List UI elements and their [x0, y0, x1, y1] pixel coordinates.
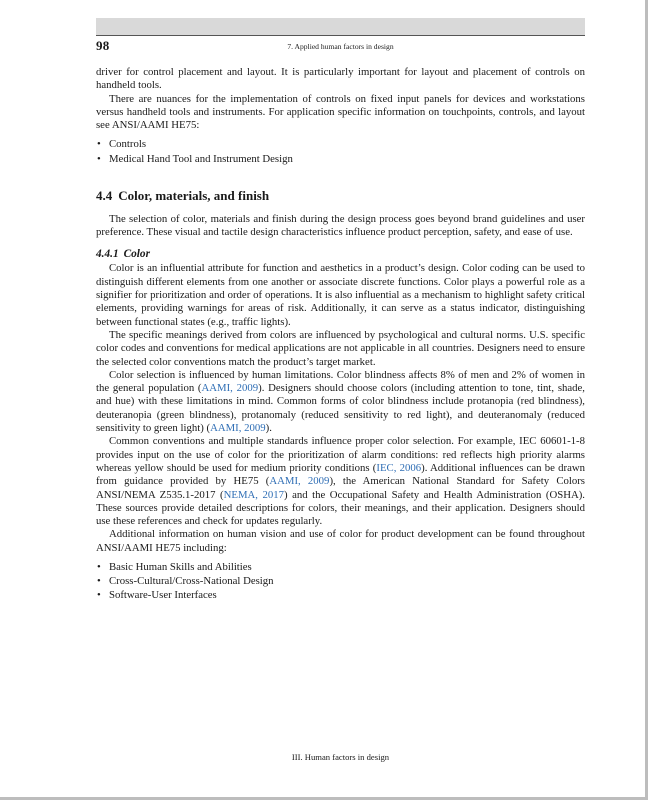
- paragraph-color-attribute: Color is an influential attribute for function and aesthetics in a product’s design. Color coding can be used to distinguish different elements from one another or associate discrete functions. Color plays a powerful role as a signifier for prioritization and order of operations. It is also influential as a mechanism to highlight safety critical elements, providing warnings for areas of risk. Additionally, it can serve as a status indicator, distinguishing between functional states (e.g., traffic lights).: [96, 262, 585, 328]
- list-item: • Controls: [97, 138, 147, 151]
- page-number: 98: [96, 38, 110, 53]
- bullet-icon: •: [97, 138, 101, 151]
- list-item: • Basic Human Skills and Abilities: [97, 561, 252, 574]
- paragraph-continuation: driver for control placement and layout. It is particularly important for layout and placement of controls on handheld tools.: [96, 66, 585, 92]
- section-heading: [96, 188, 585, 204]
- section-title: Color, materials, and finish: [118, 187, 270, 203]
- paragraph-color-meanings: The specific meanings derived from colors are influenced by psychological and cultural norms. U.S. specific color codes and conventions for medical applications are not applicable in all countries. Designers need to ensure the selected color conventions match the product’s target market.: [96, 328, 585, 368]
- citation-link[interactable]: AAMI, 2009: [201, 382, 259, 395]
- list-item: • Software-User Interfaces: [97, 589, 217, 602]
- subsection-number: 4.4.1: [96, 248, 119, 261]
- section-number: 4.4: [96, 187, 113, 203]
- bullet-icon: •: [97, 561, 101, 574]
- page-body: [96, 66, 585, 603]
- paragraph-color-blindness: Color selection is influenced by human limitations. Color blindness affects 8% of men and 2% of women in the general population (AAMI, 2009). Designers should choose colors (including attention to tone, tint, shade, and hue) with these limitations in mind. Common forms of color blindness include protanopia (red blindness), deuteranopia (green blindness), protanomaly (reduced sensitivity to red light), and deuteranomaly (reduced sensitivity to green light) (AAMI, 2009).: [96, 368, 585, 435]
- subsection-heading: [96, 247, 585, 261]
- list-item: • Cross-Cultural/Cross-National Design: [97, 575, 274, 588]
- paragraph-section-intro: The selection of color, materials and finish during the design process goes beyond brand guidelines and user preference. These visual and tactile design characteristics influence product perception, safety, and ease of use.: [96, 212, 585, 239]
- bullet-icon: •: [97, 575, 101, 588]
- citation-link[interactable]: NEMA, 2017: [223, 488, 284, 501]
- bullet-icon: •: [97, 152, 101, 165]
- citation-link[interactable]: AAMI, 2009: [269, 475, 330, 488]
- bullet-icon: •: [97, 589, 101, 602]
- paragraph-controls-nuances: There are nuances for the implementation of controls on fixed input panels for devices and workstations versus handheld tools and instruments. For application specific information on touchpoints, controls, and layout see ANSI/AAMI HE75:: [96, 92, 585, 132]
- header-band: [96, 18, 585, 35]
- list-item: • Medical Hand Tool and Instrument Design: [97, 152, 293, 165]
- bullet-list-controls: [96, 137, 585, 165]
- paragraph-color-standards: Common conventions and multiple standards influence proper color selection. For example, IEC 60601-1-8 provides input on the use of color for the prioritization of alarm conditions: red reflects high priority alarms whereas yellow should be used for medium priority conditions (IEC, 2006). Additional influences can be drawn from guidance provided by HE75 (AAMI, 2009), the American National Standard for Safety Colors ANSI/NEMA Z535.1-2017 (NEMA, 2017) and the Occupational Safety and Health Administration (OSHA). These sources provide detailed descriptions for colors, their meanings, and their application. Designers should use these references and check for updates regularly.: [96, 435, 585, 528]
- running-head: 7. Applied human factors in design: [287, 42, 394, 51]
- citation-link[interactable]: IEC, 2006: [376, 461, 422, 474]
- bullet-list-he75: [96, 560, 585, 603]
- header-rule: [96, 35, 585, 36]
- subsection-title: Color: [123, 248, 150, 261]
- citation-link[interactable]: AAMI, 2009: [210, 422, 266, 435]
- paragraph-additional-info: Additional information on human vision and use of color for product development can be found throughout ANSI/AAMI HE75 including:: [96, 528, 585, 554]
- page-footer: III. Human factors in design: [291, 752, 390, 762]
